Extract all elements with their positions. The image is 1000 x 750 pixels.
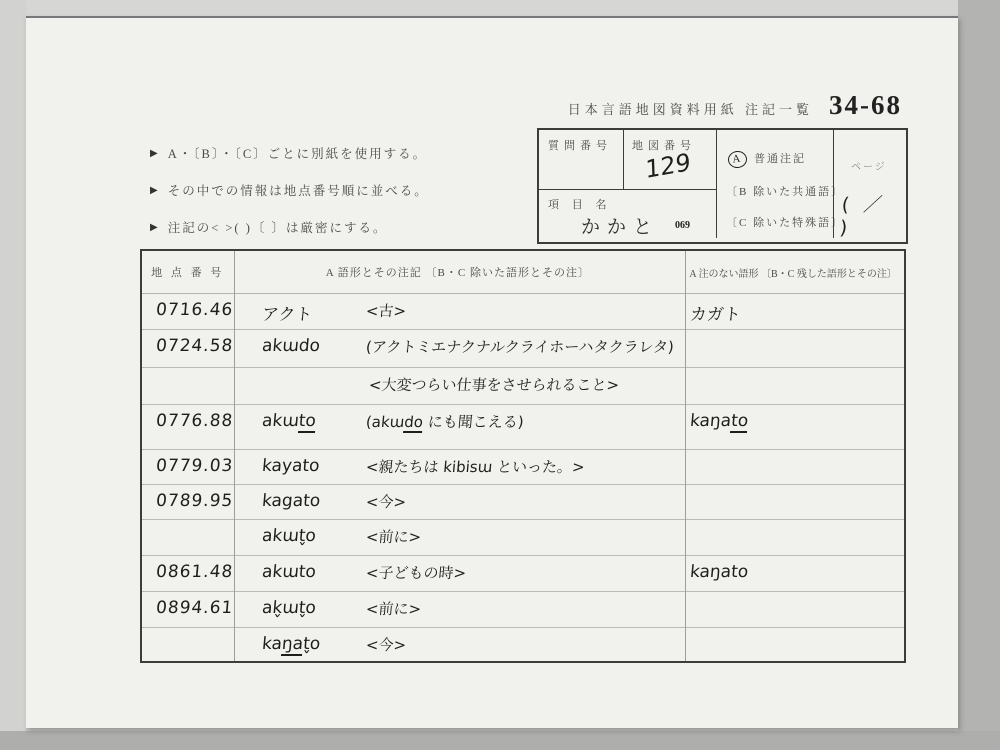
form-note: <子どもの時>: [364, 564, 467, 582]
form-cell: [234, 628, 683, 664]
background-strip-left: [0, 0, 26, 732]
form-cell: [233, 368, 682, 404]
site-number-cell: [142, 330, 234, 367]
form-note: <前に>: [364, 600, 422, 618]
site-number-cell: [142, 405, 234, 449]
triangle-bullet-icon: ▶: [150, 221, 158, 233]
unnoted-form-cell: [682, 405, 904, 449]
site-number-cell: [142, 628, 234, 664]
class-c-label: 〔C 除いた特殊語〕: [726, 217, 845, 229]
dialect-form: kagato: [260, 491, 321, 511]
survey-sheet-paper: [26, 16, 958, 728]
table-row-continuation: [142, 520, 904, 556]
site-number-cell: [142, 485, 234, 519]
table-row: [142, 405, 904, 450]
table-row: [142, 485, 904, 520]
table-row: [142, 450, 904, 485]
divider: [539, 189, 716, 190]
map-number-label: 地図番号: [632, 140, 696, 152]
circled-a-mark: A: [727, 150, 748, 169]
site-number: 0776.88: [155, 411, 235, 431]
unnoted-form: kaŋato: [689, 562, 750, 582]
question-number-label: 質問番号: [548, 140, 612, 152]
dialect-form: kaŋat̬o: [260, 634, 321, 654]
form-cell: [234, 405, 683, 449]
instruction-list: [150, 144, 429, 255]
dialect-form: akɯto: [260, 411, 317, 431]
form-cell: [234, 485, 683, 519]
header-unnoted-forms: A 注のない語形 〔B・C 残した語形とその注〕: [689, 268, 897, 280]
dialect-form: アクト: [260, 305, 313, 325]
table-row-continuation: [142, 628, 904, 664]
instruction-item: [150, 218, 429, 236]
form-cell: [234, 330, 683, 367]
class-b-label: 〔B 除いた共通語〕: [726, 186, 845, 198]
triangle-bullet-icon: ▶: [150, 184, 158, 196]
unnoted-form-cell: [682, 556, 904, 591]
site-number: 0724.58: [155, 336, 235, 356]
dialect-form: kayato: [260, 456, 320, 476]
divider: [623, 130, 624, 189]
unnoted-form-cell: [682, 368, 904, 404]
table-row: [142, 592, 904, 628]
document-number: 34-68: [829, 90, 902, 120]
form-note: <大変つらい仕事をさせられること>: [368, 376, 621, 394]
unnoted-form-cell: [682, 628, 904, 664]
table-header-row: [142, 251, 904, 294]
instruction-item: [150, 181, 429, 199]
dialect-form: ak̬ɯt̬o: [260, 598, 317, 618]
unnoted-form-cell: [682, 450, 904, 484]
form-cell: [234, 592, 683, 627]
background-strip-bottom: [0, 731, 1000, 750]
page-number-value: ( ／ ): [838, 194, 888, 239]
site-number: 0716.46: [155, 300, 235, 320]
form-cell: [234, 520, 683, 555]
dialect-form: akɯto: [260, 562, 317, 582]
site-number-cell: [142, 294, 234, 329]
item-code: 069: [675, 220, 690, 231]
header-forms: A 語形とその注記 〔B・C 除いた語形とその注〕: [325, 267, 590, 279]
map-number-value: 129: [644, 147, 691, 185]
form-note: <前に>: [364, 528, 422, 546]
dialect-form: akɯdo: [260, 336, 321, 356]
instruction-text: 注記の< >( )〔 〕は厳密にする。: [167, 221, 388, 235]
background-strip-top: [0, 0, 1000, 16]
site-number-cell: [142, 368, 233, 404]
item-name-label: 項 目 名: [548, 199, 612, 211]
table-row-continuation: [142, 368, 904, 405]
form-note: <今>: [364, 636, 407, 654]
site-number: 0779.03: [155, 456, 235, 476]
unnoted-form-cell: [682, 592, 904, 627]
triangle-bullet-icon: ▶: [150, 147, 158, 159]
form-cell: [234, 294, 683, 329]
form-note: (アクトミエナクナルクライホーハタクラレタ): [364, 338, 675, 356]
site-number-cell: [142, 556, 234, 591]
class-a-row: [728, 150, 806, 168]
form-note: <今>: [364, 493, 407, 511]
form-cell: [234, 450, 683, 484]
table-row: [142, 556, 904, 592]
annotation-table: [140, 249, 906, 663]
site-number: 0789.95: [155, 491, 235, 511]
background-strip-right: [958, 0, 1000, 750]
form-note: <親たちは kibisɯ といった。>: [364, 458, 585, 476]
site-number: 0894.61: [155, 598, 235, 618]
table-row: [142, 330, 904, 368]
site-number-cell: [142, 520, 234, 555]
unnoted-form: カガト: [689, 305, 742, 325]
form-note: (akɯdo にも聞こえる): [364, 413, 524, 431]
unnoted-form-cell: [682, 520, 904, 555]
document-header: [568, 90, 902, 121]
form-header-box: [537, 128, 908, 244]
form-cell: [234, 556, 683, 591]
table-row: [142, 294, 904, 330]
form-note: <古>: [364, 302, 407, 320]
divider: [716, 130, 717, 238]
unnoted-form: kaŋato: [689, 411, 750, 431]
page-label: ページ: [851, 162, 887, 173]
instruction-text: A・〔B〕・〔C〕ごとに別紙を使用する。: [167, 147, 428, 161]
unnoted-form-cell: [682, 294, 904, 329]
unnoted-form-cell: [682, 330, 904, 367]
column-divider: [685, 251, 686, 661]
dialect-form: akɯt̬o: [260, 526, 317, 546]
site-number: 0861.48: [155, 562, 235, 582]
item-name-value: かかと: [581, 217, 660, 238]
document-title: 日本言語地図資料用紙 注記一覧: [567, 102, 813, 117]
instruction-item: [150, 144, 429, 162]
unnoted-form-cell: [682, 485, 904, 519]
instruction-text: その中での情報は地点番号順に並べる。: [167, 184, 429, 198]
site-number-cell: [142, 450, 234, 484]
site-number-cell: [142, 592, 234, 627]
class-a-label: 普通注記: [754, 153, 806, 165]
header-site-number: 地 点 番 号: [151, 267, 225, 279]
